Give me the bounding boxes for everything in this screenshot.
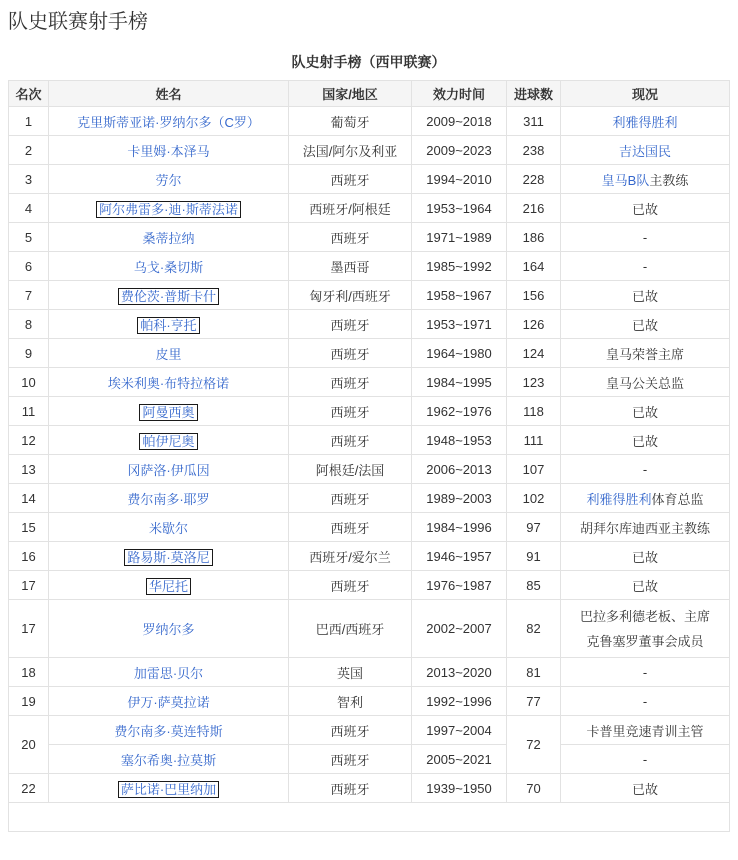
status-text: - bbox=[642, 461, 648, 477]
player-name-link[interactable]: 皮里 bbox=[155, 346, 182, 362]
name-cell bbox=[49, 600, 289, 658]
name-cell bbox=[49, 252, 289, 281]
table-row bbox=[9, 687, 730, 716]
name-cell bbox=[49, 484, 289, 513]
rank-cell: 9 bbox=[9, 339, 49, 368]
player-name-link[interactable]: 卡里姆·本泽马 bbox=[127, 143, 210, 159]
goals-cell: 82 bbox=[507, 600, 561, 658]
name-cell bbox=[49, 165, 289, 194]
column-header-country: 国家/地区 bbox=[289, 81, 412, 107]
status-text: 巴拉多利德老板、主席 bbox=[579, 608, 710, 624]
country-cell: 西班牙 bbox=[289, 368, 412, 397]
status-text: - bbox=[642, 664, 648, 680]
country-cell: 西班牙 bbox=[289, 745, 412, 774]
name-cell bbox=[49, 716, 289, 745]
country-cell: 西班牙 bbox=[289, 426, 412, 455]
status-text: - bbox=[642, 229, 648, 245]
status-cell bbox=[561, 281, 730, 310]
rank-cell: 16 bbox=[9, 542, 49, 571]
status-text: - bbox=[642, 751, 648, 767]
country-cell: 西班牙 bbox=[289, 165, 412, 194]
status-cell bbox=[561, 774, 730, 803]
table-row bbox=[9, 571, 730, 600]
rank-cell: 7 bbox=[9, 281, 49, 310]
status-text: 体育总监 bbox=[651, 491, 704, 507]
country-cell: 葡萄牙 bbox=[289, 107, 412, 136]
table-row bbox=[9, 223, 730, 252]
period-cell: 1953~1971 bbox=[412, 310, 507, 339]
country-cell: 西班牙 bbox=[289, 571, 412, 600]
status-text: 主教练 bbox=[649, 172, 689, 188]
column-header-goals: 进球数 bbox=[507, 81, 561, 107]
player-name-link[interactable]: 罗纳尔多 bbox=[142, 622, 195, 637]
rank-cell: 2 bbox=[9, 136, 49, 165]
table-row bbox=[9, 426, 730, 455]
status-text: 已故 bbox=[631, 317, 658, 333]
column-header-status: 现况 bbox=[561, 81, 730, 107]
column-header-period: 效力时间 bbox=[412, 81, 507, 107]
status-cell bbox=[561, 600, 730, 658]
name-cell bbox=[49, 687, 289, 716]
rank-cell: 6 bbox=[9, 252, 49, 281]
status-text: 已故 bbox=[631, 781, 658, 797]
goals-cell: 70 bbox=[507, 774, 561, 803]
name-cell bbox=[49, 658, 289, 687]
period-cell: 2002~2007 bbox=[412, 600, 507, 658]
status-link[interactable]: 利雅得胜利 bbox=[586, 491, 652, 507]
period-cell: 1989~2003 bbox=[412, 484, 507, 513]
period-cell: 1985~1992 bbox=[412, 252, 507, 281]
table-row bbox=[9, 484, 730, 513]
table-row bbox=[9, 600, 730, 658]
goals-cell: 238 bbox=[507, 136, 561, 165]
table-row bbox=[9, 310, 730, 339]
table-row bbox=[9, 194, 730, 223]
status-text: 克鲁塞罗董事会成员 bbox=[586, 633, 704, 649]
status-text: 已故 bbox=[631, 288, 658, 304]
rank-cell: 17 bbox=[9, 571, 49, 600]
name-cell bbox=[49, 774, 289, 803]
table-row bbox=[9, 107, 730, 136]
goals-cell: 85 bbox=[507, 571, 561, 600]
country-cell: 阿根廷/法国 bbox=[289, 455, 412, 484]
table-row bbox=[9, 455, 730, 484]
country-cell: 西班牙/阿根廷 bbox=[289, 194, 412, 223]
goals-cell: 228 bbox=[507, 165, 561, 194]
status-cell bbox=[561, 426, 730, 455]
status-text: - bbox=[642, 693, 648, 709]
period-cell: 1953~1964 bbox=[412, 194, 507, 223]
player-name-link[interactable]: 费尔南多·耶罗 bbox=[127, 491, 210, 507]
rank-cell: 4 bbox=[9, 194, 49, 223]
status-cell bbox=[561, 542, 730, 571]
country-cell: 墨西哥 bbox=[289, 252, 412, 281]
period-cell: 1964~1980 bbox=[412, 339, 507, 368]
table-header-row bbox=[9, 81, 730, 107]
status-cell bbox=[561, 194, 730, 223]
period-cell: 2006~2013 bbox=[412, 455, 507, 484]
goals-cell: 91 bbox=[507, 542, 561, 571]
table-row bbox=[9, 136, 730, 165]
player-name-link[interactable]: 费伦茨·普斯卡什 bbox=[118, 288, 219, 305]
player-name-link[interactable]: 加雷思·贝尔 bbox=[133, 665, 204, 681]
goals-cell: 186 bbox=[507, 223, 561, 252]
page-title: 队史联赛射手榜 bbox=[8, 11, 148, 33]
status-text: 已故 bbox=[631, 404, 658, 420]
name-cell bbox=[49, 339, 289, 368]
country-cell: 西班牙 bbox=[289, 339, 412, 368]
goals-cell: 124 bbox=[507, 339, 561, 368]
status-cell bbox=[561, 687, 730, 716]
country-cell: 智利 bbox=[289, 687, 412, 716]
table-caption: 队史射手榜（西甲联赛） bbox=[291, 54, 446, 70]
player-name-link[interactable]: 米歇尔 bbox=[148, 520, 188, 536]
period-cell: 1948~1953 bbox=[412, 426, 507, 455]
table-row bbox=[9, 165, 730, 194]
goals-cell: 111 bbox=[507, 426, 561, 455]
name-cell bbox=[49, 426, 289, 455]
status-cell bbox=[561, 397, 730, 426]
goals-cell: 164 bbox=[507, 252, 561, 281]
player-name-link[interactable]: 阿曼西奥 bbox=[139, 404, 197, 421]
period-cell: 1962~1976 bbox=[412, 397, 507, 426]
country-cell: 西班牙 bbox=[289, 716, 412, 745]
goals-cell: 216 bbox=[507, 194, 561, 223]
period-cell: 1992~1996 bbox=[412, 687, 507, 716]
table-row bbox=[9, 368, 730, 397]
status-cell bbox=[561, 745, 730, 774]
name-cell bbox=[49, 194, 289, 223]
column-header-rank: 名次 bbox=[9, 81, 49, 107]
name-cell bbox=[49, 136, 289, 165]
player-name-link[interactable]: 路易斯·莫洛尼 bbox=[124, 549, 212, 566]
status-cell bbox=[561, 223, 730, 252]
rank-cell: 1 bbox=[9, 107, 49, 136]
table-row bbox=[9, 774, 730, 803]
player-name-link[interactable]: 克里斯蒂亚诺·罗纳尔多（C罗） bbox=[77, 114, 260, 130]
goals-cell: 311 bbox=[507, 107, 561, 136]
table-row bbox=[9, 397, 730, 426]
table-row bbox=[9, 281, 730, 310]
rank-cell: 11 bbox=[9, 397, 49, 426]
rank-cell: 17 bbox=[9, 600, 49, 658]
period-cell: 1997~2004 bbox=[412, 716, 507, 745]
player-name-link[interactable]: 华尼托 bbox=[146, 578, 191, 595]
player-name-link[interactable]: 乌戈·桑切斯 bbox=[133, 259, 204, 275]
table-row bbox=[9, 716, 730, 745]
period-cell: 1971~1989 bbox=[412, 223, 507, 252]
status-cell bbox=[561, 658, 730, 687]
goals-cell: 102 bbox=[507, 484, 561, 513]
rank-cell: 20 bbox=[9, 716, 49, 774]
name-cell bbox=[49, 513, 289, 542]
player-name-link[interactable]: 帕科·亨托 bbox=[137, 317, 199, 334]
name-cell bbox=[49, 223, 289, 252]
goals-cell: 118 bbox=[507, 397, 561, 426]
goals-cell: 123 bbox=[507, 368, 561, 397]
status-text: 已故 bbox=[631, 578, 658, 594]
player-name-link[interactable]: 塞尔希奥·拉莫斯 bbox=[120, 752, 217, 768]
goals-cell: 81 bbox=[507, 658, 561, 687]
table-footer-row bbox=[9, 803, 730, 832]
player-name-link[interactable]: 阿尔弗雷多·迪·斯蒂法诺 bbox=[96, 201, 241, 218]
rank-cell: 12 bbox=[9, 426, 49, 455]
status-cell bbox=[561, 513, 730, 542]
country-cell: 巴西/西班牙 bbox=[289, 600, 412, 658]
name-cell bbox=[49, 571, 289, 600]
period-cell: 1946~1957 bbox=[412, 542, 507, 571]
country-cell: 西班牙/爱尔兰 bbox=[289, 542, 412, 571]
name-cell bbox=[49, 397, 289, 426]
goals-cell: 126 bbox=[507, 310, 561, 339]
scorers-table bbox=[8, 80, 730, 832]
status-link[interactable]: 吉达国民 bbox=[618, 143, 671, 159]
status-cell bbox=[561, 252, 730, 281]
goals-cell: 97 bbox=[507, 513, 561, 542]
goals-cell: 77 bbox=[507, 687, 561, 716]
country-cell: 匈牙利/西班牙 bbox=[289, 281, 412, 310]
rank-cell: 8 bbox=[9, 310, 49, 339]
period-cell: 1976~1987 bbox=[412, 571, 507, 600]
country-cell: 西班牙 bbox=[289, 484, 412, 513]
period-cell: 2009~2023 bbox=[412, 136, 507, 165]
table-row bbox=[9, 339, 730, 368]
name-cell bbox=[49, 455, 289, 484]
goals-cell: 72 bbox=[507, 716, 561, 774]
status-cell bbox=[561, 310, 730, 339]
player-name-link[interactable]: 埃米利奥·布特拉格诺 bbox=[107, 375, 230, 391]
table-row bbox=[9, 542, 730, 571]
status-link[interactable]: 利雅得胜利 bbox=[612, 114, 678, 130]
rank-cell: 13 bbox=[9, 455, 49, 484]
column-header-name: 姓名 bbox=[49, 81, 289, 107]
status-text: 已故 bbox=[631, 549, 658, 565]
country-cell: 西班牙 bbox=[289, 223, 412, 252]
period-cell: 2009~2018 bbox=[412, 107, 507, 136]
status-cell bbox=[561, 484, 730, 513]
goals-cell: 107 bbox=[507, 455, 561, 484]
status-link[interactable]: 皇马B队 bbox=[601, 172, 650, 188]
rank-cell: 14 bbox=[9, 484, 49, 513]
country-cell: 西班牙 bbox=[289, 774, 412, 803]
player-name-link[interactable]: 桑蒂拉纳 bbox=[142, 230, 195, 246]
period-cell: 1939~1950 bbox=[412, 774, 507, 803]
period-cell: 1994~2010 bbox=[412, 165, 507, 194]
status-cell bbox=[561, 165, 730, 194]
name-cell bbox=[49, 310, 289, 339]
rank-cell: 19 bbox=[9, 687, 49, 716]
table-row bbox=[9, 745, 730, 774]
table-row bbox=[9, 252, 730, 281]
player-name-link[interactable]: 伊万·萨莫拉诺 bbox=[127, 694, 210, 710]
status-cell bbox=[561, 368, 730, 397]
status-text: 已故 bbox=[631, 433, 658, 449]
period-cell: 1984~1995 bbox=[412, 368, 507, 397]
player-name-link[interactable]: 劳尔 bbox=[155, 172, 182, 188]
status-cell bbox=[561, 339, 730, 368]
status-text: - bbox=[642, 258, 648, 274]
status-text: 皇马公关总监 bbox=[605, 375, 684, 391]
name-cell bbox=[49, 281, 289, 310]
name-cell bbox=[49, 107, 289, 136]
player-name-link[interactable]: 萨比诺·巴里纳加 bbox=[118, 781, 219, 798]
country-cell: 英国 bbox=[289, 658, 412, 687]
player-name-link[interactable]: 帕伊尼奥 bbox=[139, 433, 197, 450]
footer-cell bbox=[9, 803, 730, 832]
table-row bbox=[9, 658, 730, 687]
period-cell: 2013~2020 bbox=[412, 658, 507, 687]
rank-cell: 5 bbox=[9, 223, 49, 252]
status-text: 皇马荣誉主席 bbox=[605, 346, 684, 362]
status-cell bbox=[561, 571, 730, 600]
status-cell bbox=[561, 455, 730, 484]
country-cell: 西班牙 bbox=[289, 397, 412, 426]
name-cell bbox=[49, 542, 289, 571]
country-cell: 西班牙 bbox=[289, 513, 412, 542]
status-text: 已故 bbox=[631, 201, 658, 217]
name-cell bbox=[49, 745, 289, 774]
rank-cell: 15 bbox=[9, 513, 49, 542]
name-cell bbox=[49, 368, 289, 397]
status-text: 胡拜尔库迪西亚主教练 bbox=[579, 520, 710, 536]
player-name-link[interactable]: 费尔南多·莫连特斯 bbox=[114, 723, 223, 739]
rank-cell: 22 bbox=[9, 774, 49, 803]
status-text: 卡普里竞速青训主管 bbox=[586, 723, 704, 739]
period-cell: 1984~1996 bbox=[412, 513, 507, 542]
period-cell: 1958~1967 bbox=[412, 281, 507, 310]
goals-cell: 156 bbox=[507, 281, 561, 310]
table-row bbox=[9, 513, 730, 542]
player-name-link[interactable]: 冈萨洛·伊瓜因 bbox=[127, 462, 210, 478]
country-cell: 法国/阿尔及利亚 bbox=[289, 136, 412, 165]
status-cell bbox=[561, 716, 730, 745]
status-cell bbox=[561, 107, 730, 136]
rank-cell: 10 bbox=[9, 368, 49, 397]
rank-cell: 3 bbox=[9, 165, 49, 194]
status-cell bbox=[561, 136, 730, 165]
rank-cell: 18 bbox=[9, 658, 49, 687]
country-cell: 西班牙 bbox=[289, 310, 412, 339]
period-cell: 2005~2021 bbox=[412, 745, 507, 774]
